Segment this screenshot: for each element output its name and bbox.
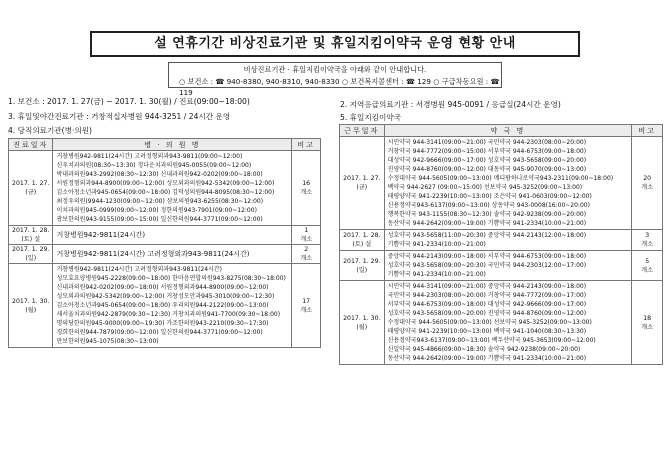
listing-line: 기쁨약국 941-2334(10:00~21:00) [387,271,486,278]
row-listing [53,226,292,245]
clinic-table [8,138,321,348]
count-text: 개소 [641,241,654,248]
listing-line: 김소아청소년과945-0654(09:00~18:00) 우리의원944-2122(09:00~13:00) [56,302,269,309]
count-text: 3 [645,232,650,239]
header-date: 진료일자 [9,139,53,151]
row-date [340,137,385,230]
clinic-table-header [9,139,321,151]
date-text: (금) [25,189,37,196]
listing-line: 김소아청소년과945-0654(09:00~18:00) 김덕성의원944-8095(08:30~12:00) [56,189,275,196]
row-listing [384,251,632,281]
date-text: (토) 설 [21,236,41,243]
count-text: 개소 [641,184,654,191]
count-text: 개소 [300,236,313,243]
listing-line: 성모외과의원942-5342(09:00~12:00) 거창성모안과945-3010(09:00~12:30) [56,293,275,300]
row-count [632,251,663,281]
listing-line: 시민약국 944-3141(09:00~21:00) 국민약국 944-2303(08:00~20:00) [387,139,587,146]
header-date: 근무일자 [340,125,385,137]
count-text: 1 [304,227,309,234]
listing-line: 태평양약국 941-2239(10:00~13:00) 백약국 941-1040(08:30~13:30) [387,328,587,335]
listing-line: 거창병원942-9811(24시간) [56,230,146,239]
count-text: 18 [643,314,652,322]
count-text: 개소 [300,189,313,196]
pharmacy-table-header [340,125,663,137]
listing-line: 진영약국 944-8760(09:00~12:00) 대동약국 945-9070(09:00~13:00) [387,166,587,173]
listing-line: 수정대약국 944-5605(09:00~13:00) 선보약국 945-3252(09:00~13:00) [387,319,592,326]
row-date [340,230,385,251]
row-count [292,226,321,245]
count-text: 20 [643,175,652,182]
row-date [340,251,385,281]
date-text: 2017. 1. 29. [12,246,50,253]
date-text: (일) [356,266,368,274]
row-listing [384,281,632,365]
pharmacy-table [339,124,663,365]
listing-line: 행복한약국 943-1155(08:30~12:30) 솔약국 942-9238(09:00~20:00) [387,211,587,218]
date-text: 2017. 1. 28. [12,227,50,234]
date-text: (월) [25,306,37,314]
section-5-heading: 5. 휴일지킴이약국 [340,113,402,122]
row-date [9,226,53,245]
header-name: 약 국 명 [384,125,632,137]
header-name: 병 · 의 원 명 [53,139,292,151]
notice-line-1: 비상진료기관 · 휴일지킴이약국을 아래와 같이 안내합니다. [243,65,427,74]
date-text: 2017. 1. 30. [343,314,381,322]
date-text: (금) [356,184,368,191]
count-text: 개소 [641,266,654,274]
listing-line: 신용정약국943-6137(09:00~13:00) 상동약국 943-0008(16:00~20:00) [387,202,590,209]
listing-line: 성호약국 943-5658(09:00~20:00) 진영약국 944-8760(09:00~12:00) [387,310,587,317]
listing-line: 동산약국 944-2642(09:00~19:00) 기쁨약국 941-2334(10:00~21:00) [387,355,587,362]
listing-line: 명의당한의원945-9000(09:00~19:30) 가조한의원943-2210(09:30~17:30) [56,320,269,327]
listing-line: 새서울치과의원942-2879(09:30~12:30) 거창치과의원941-7700(09:30~18:00) [56,311,281,318]
listing-line: 대성약국 942-9666(09:00~17:00) 성호약국 943-5658(09:00~20:00) [387,157,587,164]
listing-line: 신내과의원942-0202(09:00~18:00) 서원정형외과944-8900(09:00~12:00) [56,284,269,291]
page-title: 설 연휴기간 비상진료기관 및 휴일지킴이약국 운영 현황 안내 [90,31,580,57]
listing-line: 성모효요양병원945-2228(09:00~18:00) 한마음연합의원943-8275(08:30~18:00) [56,275,286,282]
listing-line: 태평양약국 941-2239(10:00~13:00) 조은약국 941-0603(09:00~12:00) [387,193,592,200]
listing-line: 성호약국 943-5658(11:00~20:30) 중앙약국 944-2143(12:00~18:00) [387,232,587,239]
count-text: 17 [302,297,311,305]
date-text: (월) [356,323,368,331]
listing-line: 백약국 944-2627 (09:00~15:00) 선보약국 945-3252(09:00~13:00) [387,184,583,191]
row-count [292,245,321,264]
date-text: 2017. 1. 28. [343,232,381,239]
row-listing [53,264,292,348]
listing-line: 동산약국 944-2642(09:00~19:00) 기쁨약국 941-2334(10:00~21:00) [387,220,587,227]
count-text: 2 [304,246,309,253]
row-listing [53,245,292,264]
row-count [632,281,663,365]
listing-line: 중앙약국 944-2143(09:00~18:00) 서부약국 944-6753(09:00~18:00) [387,253,587,260]
table-row [340,230,663,251]
listing-line: 최정우의원(9944-1230(09:00~12:00) 삼보의원943-6255(08:30~12:00) [56,198,264,205]
date-text: 2017. 1. 27. [12,180,50,187]
section-1-health-center: 1. 보건소 : 2017. 1. 27(금) ~ 2017. 1. 30(월) / 진료(09:00~18:00) [8,97,250,106]
table-row [340,137,663,230]
listing-line: 거창병원942-9811(24시간) 고려정형외과943-9811(24시간) [56,266,222,273]
listing-line: 거창병원942-9811(24시간) 고려정형외과943-9811(24시간) [56,249,250,258]
listing-line: 거창약국 944-7772(09:00~15:00) 서부약국 944-6753(09:00~18:00) [387,148,587,155]
date-text: 2017. 1. 29. [343,257,381,265]
listing-line: 광보한의원943-9155(09:00~15:00) 일신한의원944-3771(09:00~12:00) [56,216,263,223]
count-text: 개소 [300,255,313,262]
row-listing [53,151,292,226]
listing-line: 신용정약국943-6137(09:00~13:00) 백두산약국 945-3653(09:00~12:00) [387,337,596,344]
row-count [292,151,321,226]
date-text: 2017. 1. 27. [343,175,381,182]
table-row [9,151,321,226]
table-row [9,226,321,245]
header-note: 비고 [292,139,321,151]
date-text: (토) 설 [352,241,372,248]
listing-line: 거창병원942-9811(24시간) 고려정형외과943-9811(09:00~12:00) [56,153,243,160]
date-text: 2017. 1. 30. [12,297,50,305]
listing-line: 신일약국 945-4866(09:00~18:30) 솔약국 942-9238(09:00~20:00) [387,346,581,353]
row-count [632,230,663,251]
row-date [9,151,53,226]
row-listing [384,137,632,230]
notice-contacts: ○ 보건소 : ☎ 940-8380, 940-8310, 940-8330 ○ 보건복지콜센터 : ☎ 129 ○ 구급차동요원 : ☎ 119 [179,76,500,97]
row-listing [384,230,632,251]
section-2-emergency: 2. 지역응급의료기관 : 서경병원 945-0091 / 응급실(24시간 운영) [340,100,561,109]
listing-line: 신우치과의원(08:30~13:30) 정다운치과의원945-0055(09:00~12:00) [56,162,252,169]
listing-line: 서부약국 944-6753(09:00~18:00) 대성약국 942-9666(09:00~17:00) [387,301,587,308]
row-count [292,264,321,348]
header-note: 비고 [632,125,663,137]
row-count [632,137,663,230]
section-4-heading: 4. 당직의료기관(병·의원) [8,126,93,135]
count-text: 5 [645,257,650,265]
listing-line: 서원정형외과944-8900(09:00~12:00) 성모외과의원942-5342(09:00~12:00) [56,180,275,187]
table-row [340,281,663,365]
listing-line: 기쁨약국 941-2334(10:00~21:00) [387,241,486,248]
notice-box [168,62,502,97]
date-text: (일) [25,255,37,262]
listing-line: 수정대약국 944-5605(09:00~13:00) 메디팜하나로약국943-2311(09:00~18:00) [387,175,614,182]
table-row [9,264,321,348]
listing-line: 박내과의원943-2992(08:30~12:30) 신내과의원942-0202(09:00~18:00) [56,171,263,178]
listing-line: 시민약국 944-3141(09:00~21:00) 중앙약국 944-2143(09:00~18:00) [387,283,587,290]
listing-line: 국민약국 944-2303(08:00~20:00) 거창약국 944-7772(09:00~17:00) [387,292,587,299]
count-text: 16 [302,180,311,187]
listing-line: 만보한의원945-1075(08:30~13:00) [56,338,159,345]
listing-line: 성호약국 943-5658(09:00~20:30) 국민약국 944-2303(12:00~17:00) [387,262,587,269]
table-row [9,245,321,264]
row-date [340,281,385,365]
row-date [9,245,53,264]
row-date [9,264,53,348]
section-3-night-clinic: 3. 휴일및야간진료기관 : 거창적십자병원 944-3251 / 24시간 운영 [8,112,231,121]
table-row [340,251,663,281]
listing-line: 경희한의원944-7879(09:00~12:00) 일신한의원944-3771(09:00~12:00) [56,329,263,336]
listing-line: 이치과의원945-0999(09:00~12:00) 정한의원943-7901(09:00~12:00) [56,207,257,214]
count-text: 개소 [300,306,313,314]
count-text: 개소 [641,323,654,331]
